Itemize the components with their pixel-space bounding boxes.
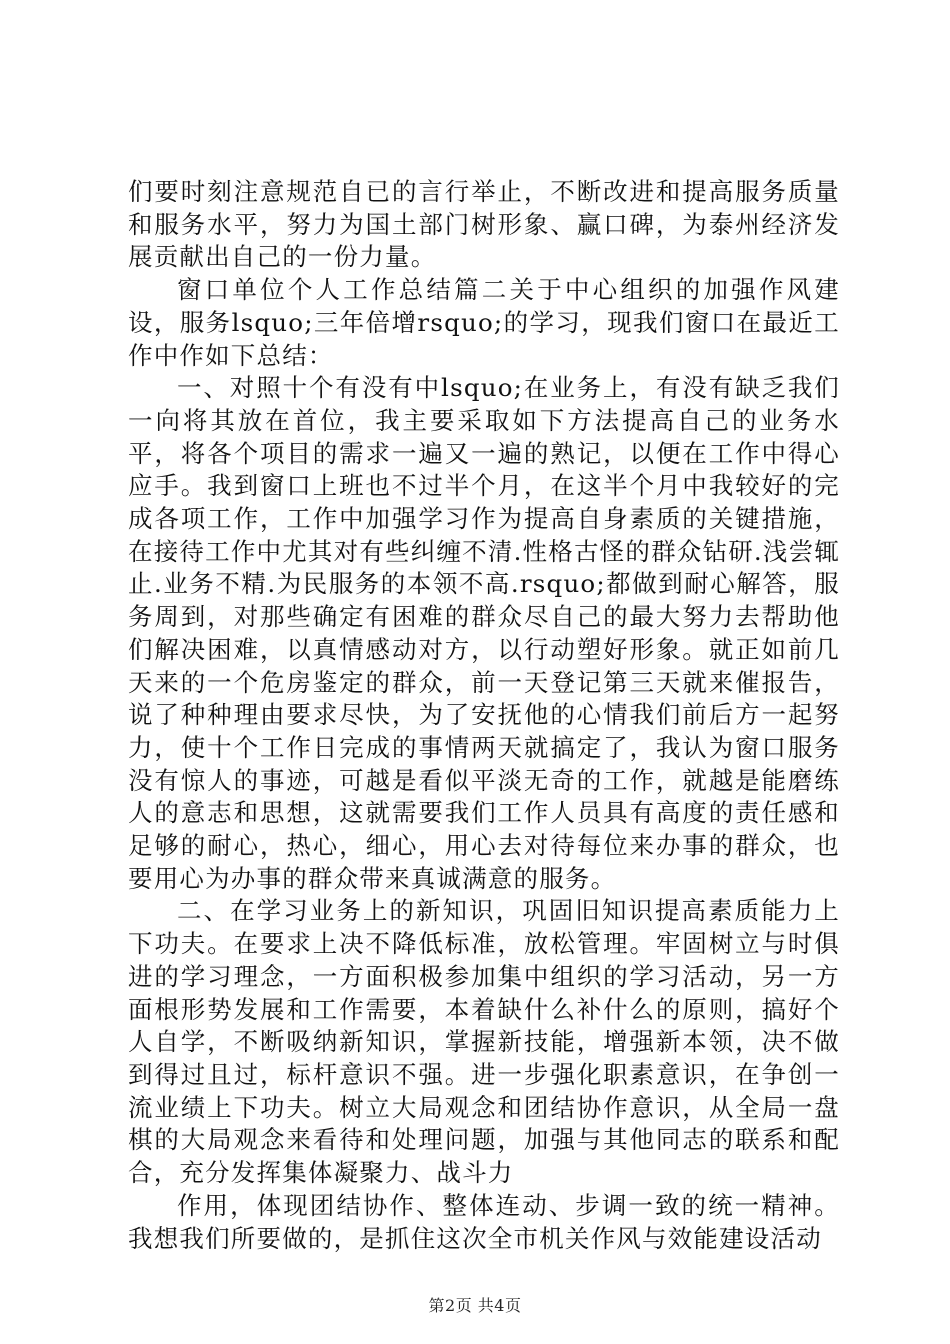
paragraph-4: 二、在学习业务上的新知识，巩固旧知识提高素质能力上下功夫。在要求上决不降低标准，放松管理。牢固树立与时俱进的学习理念，一方面积极参加集中组织的学习活动，另一方面根形势发展和工作需要，本着缺什么补什么的原则，搞好个人自学，不断吸纳新知识，掌握新技能，增强新本领，决不做到得过且过，标杆意识不强。进一步强化职素意识，在争创一流业绩上下功夫。树立大局观念和团结协作意识，从全局一盘棋的大局观念来看待和处理问题，加强与其他同志的联系和配合，充分发挥集体凝聚力、战斗力: [128, 896, 840, 1188]
paragraph-3: 一、对照十个有没有中lsquo;在业务上，有没有缺乏我们一向将其放在首位，我主要采取如下方法提高自己的业务水平，将各个项目的需求一遍又一遍的熟记，以便在工作中得心应手。我到窗口上班也不过半个月，在这半个月中我较好的完成各项工作，工作中加强学习作为提高自身素质的关键措施，在接待工作中尤其对有些纠缠不清.性格古怪的群众钻研.浅尝辄止.业务不精.为民服务的本领不高.rsquo;都做到耐心解答，服务周到，对那些确定有困难的群众尽自己的最大努力去帮助他们解决困难，以真情感动对方，以行动塑好形象。就正如前几天来的一个危房鉴定的群众，前一天登记第三天就来催报告，说了种种理由要求尽快，为了安抚他的心情我们前后方一起努力，使十个工作日完成的事情两天就搞定了，我认为窗口服务没有惊人的事迹，可越是看似平淡无奇的工作，就越是能磨练人的意志和思想，这就需要我们工作人员具有高度的责任感和足够的耐心，热心，细心，用心去对待每位来办事的群众，也要用心为办事的群众带来真诚满意的服务。: [128, 373, 840, 893]
page-number-footer: 第2页 共4页: [428, 1296, 522, 1315]
document-body: [128, 176, 840, 1255]
paragraph-5: 作用，体现团结协作、整体连动、步调一致的统一精神。我想我们所要做的，是抓住这次全市机关作风与效能建设活动: [128, 1190, 840, 1253]
paragraph-2: 窗口单位个人工作总结篇二关于中心组织的加强作风建设，服务lsquo;三年倍增rsquo;的学习，现我们窗口在最近工作中作如下总结：: [128, 275, 840, 370]
paragraph-1: 们要时刻注意规范自已的言行举止，不断改进和提高服务质量和服务水平，努力为国土部门树形象、赢口碑，为泰州经济发展贡献出自己的一份力量。: [128, 177, 840, 272]
